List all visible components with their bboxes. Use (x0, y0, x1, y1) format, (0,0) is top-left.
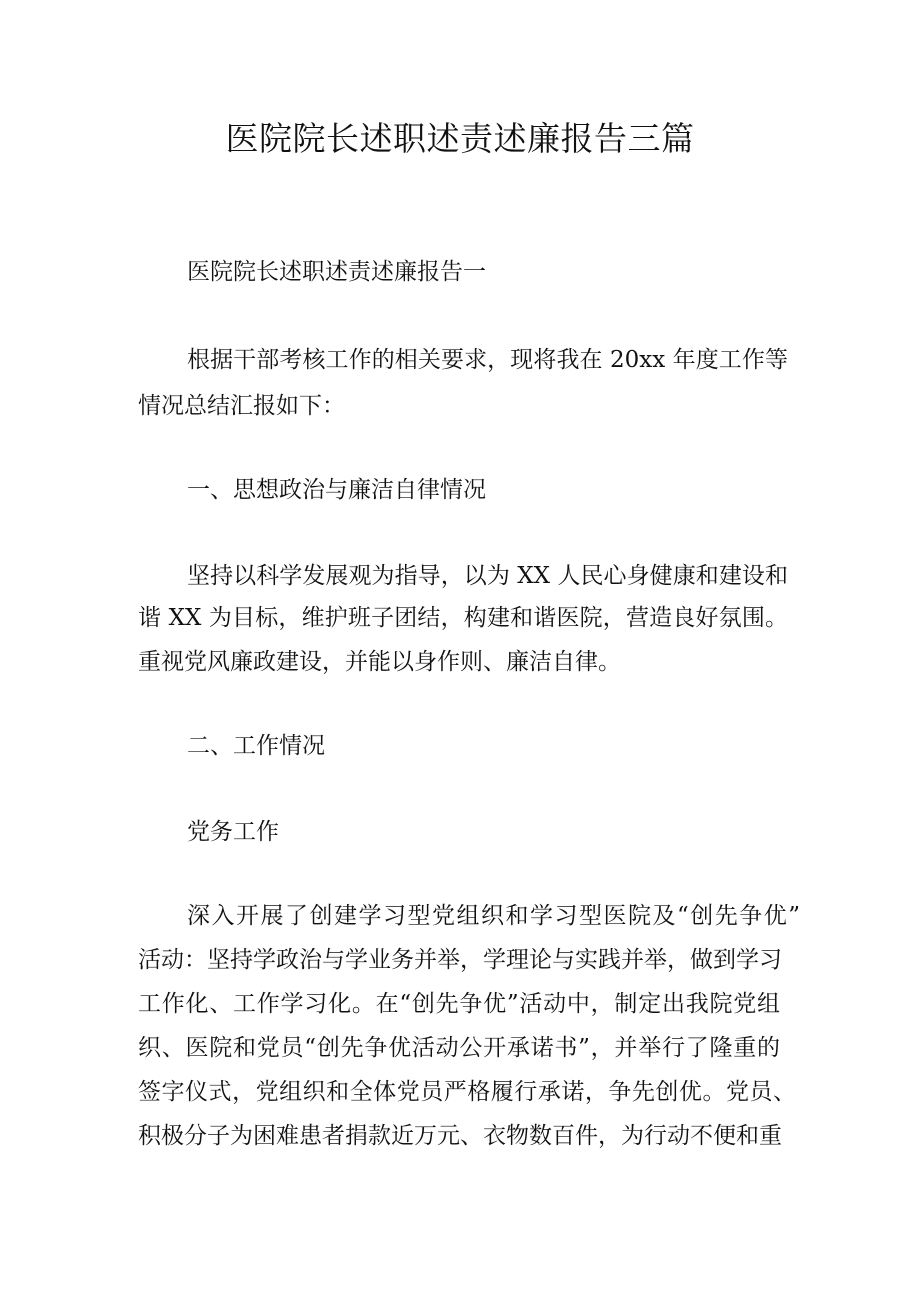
section-1-line-2: 谐 XX 为目标，维护班子团结，构建和谐医院，营造良好氛围。 (138, 605, 788, 631)
party-work-line-4: 织、医院和党员“创先争优活动公开承诺书”，并举行了隆重的 (138, 1035, 780, 1061)
document-title: 医院院长述职述责述廉报告三篇 (225, 119, 695, 158)
section-1-line-1: 坚持以科学发展观为指导，以为 XX 人民心身健康和建设和 (187, 563, 788, 589)
party-work-line-6: 积极分子为困难患者捐款近万元、衣物数百件，为行动不便和重 (138, 1123, 782, 1149)
intro-line-1: 根据干部考核工作的相关要求，现将我在 20xx 年度工作等 (187, 347, 788, 373)
section-1-line-3: 重视党风廉政建设，并能以身作则、廉洁自律。 (138, 649, 621, 675)
intro-line-2: 情况总结汇报如下： (138, 393, 345, 419)
section-1-heading: 一、思想政治与廉洁自律情况 (187, 477, 486, 503)
party-work-line-5: 签字仪式，党组织和全体党员严格履行承诺，争先创优。党员、 (138, 1079, 796, 1105)
party-work-line-1: 深入开展了创建学习型党组织和学习型医院及“创先争优” (187, 903, 800, 929)
party-work-line-3: 工作化、工作学习化。在“创先争优”活动中，制定出我院党组 (138, 991, 780, 1017)
party-work-heading: 党务工作 (187, 819, 279, 845)
report-subtitle: 医院院长述职述责述廉报告一 (187, 259, 486, 285)
party-work-line-2: 活动：坚持学政治与学业务并举，学理论与实践并举，做到学习 (138, 947, 782, 973)
section-2-heading: 二、工作情况 (187, 733, 325, 759)
